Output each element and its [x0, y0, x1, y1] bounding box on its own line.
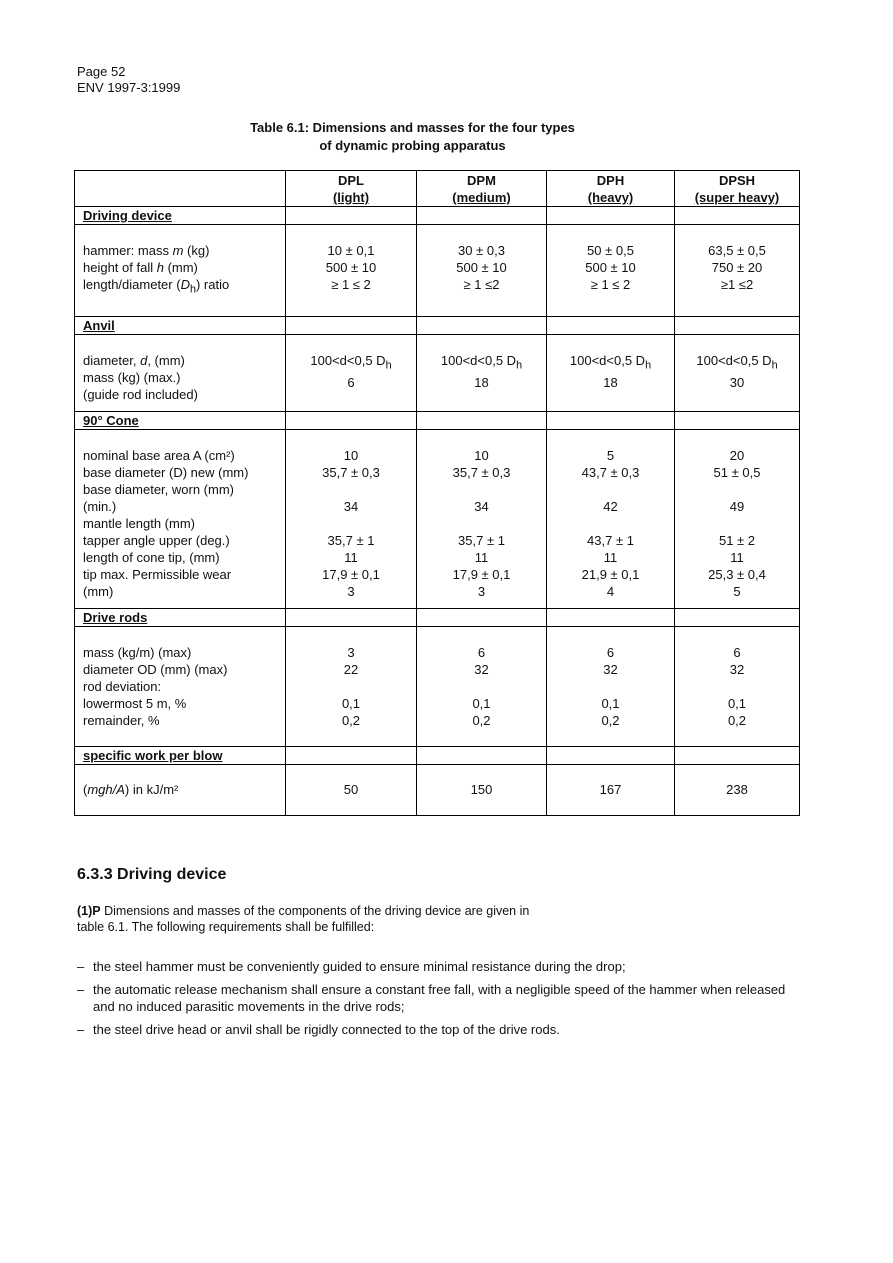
table-caption-line1: Table 6.1: Dimensions and masses for the four types: [250, 120, 575, 135]
anvil-labels: diameter, d, (mm) mass (kg) (max.) (guide rod included): [75, 334, 286, 411]
driving-device-dpl: 10 ± 0,1 500 ± 10 ≥ 1 ≤ 2: [286, 225, 417, 317]
drive-rods-dpl: 3 22 0,1 0,2: [286, 626, 417, 746]
drive-rods-row: [75, 626, 800, 746]
list-item: – the steel hammer must be conveniently guided to ensure minimal resistance during the drop;: [77, 959, 626, 974]
section-heading: 6.3.3 Driving device: [77, 866, 227, 883]
anvil-dpl: 100<d<0,5 $D_h$ 6: [286, 334, 417, 411]
section-row-specific-work: [75, 746, 800, 764]
list-item: – the automatic release mechanism shall ensure a constant free fall, with a negligible speed of the hammer when released and no induced parasitic movements in the drive rods;: [77, 982, 786, 1014]
specific-work-label: (mgh/A) in kJ/m²: [75, 764, 286, 815]
section-title: specific work per blow: [75, 746, 286, 764]
column-header-dpm: DPM (medium): [417, 171, 547, 207]
drive-rods-dpsh: 6 32 0,1 0,2: [675, 626, 800, 746]
cone-row: [75, 429, 800, 608]
standard-id: ENV 1997-3:1999: [77, 80, 181, 95]
driving-device-dph: 50 ± 0,5 500 ± 10 ≥ 1 ≤ 2: [547, 225, 675, 317]
table-caption: [0, 119, 893, 155]
drive-rods-labels: mass (kg/m) (max) diameter OD (mm) (max) rod deviation: lowermost 5 m, % remainder, %: [75, 626, 286, 746]
column-header-dpsh: DPSH (super heavy): [675, 171, 800, 207]
specific-work-dpl: 50: [286, 764, 417, 815]
section-row-anvil: [75, 316, 800, 334]
cone-labels: nominal base area A (cm²) base diameter (D) new (mm) base diameter, worn (mm) (min.) mantle length (mm) tapper angle upper (deg.) length of cone tip, (mm) tip max. Permissible wear (mm): [75, 429, 286, 608]
column-header-dpl: DPL (light): [286, 171, 417, 207]
apparatus-table: [74, 170, 800, 816]
cone-dpsh: 20 51 ± 0,5 49 51 ± 2 11 25,3 ± 0,4 5: [675, 429, 800, 608]
header-blank: [75, 171, 286, 207]
anvil-dpsh: 100<d<0,5 $D_h$ 30: [675, 334, 800, 411]
table-caption-line2: of dynamic probing apparatus: [319, 138, 506, 153]
list-item: – the steel drive head or anvil shall be rigidly connected to the top of the drive rods.: [77, 1022, 560, 1037]
page-number: Page 52: [77, 64, 126, 79]
table-header-row: [75, 171, 800, 207]
section-title: 90° Cone: [75, 411, 286, 429]
cone-dpl: 10 35,7 ± 0,3 34 35,7 ± 1 11 17,9 ± 0,1 3: [286, 429, 417, 608]
section-row-driving-device: [75, 207, 800, 225]
page-header: [77, 64, 180, 96]
requirements-list: [77, 958, 797, 1044]
driving-device-labels: hammer: mass m (kg) height of fall h (mm) length/diameter $(D_h)$ ratio: [75, 225, 286, 317]
column-header-dph: DPH (heavy): [547, 171, 675, 207]
paragraph-marker: (1)P: [77, 904, 101, 918]
anvil-dph: 100<d<0,5 $D_h$ 18: [547, 334, 675, 411]
specific-work-dpm: 150: [417, 764, 547, 815]
section-title: Driving device: [75, 207, 286, 225]
requirement-paragraph: (1)P Dimensions and masses of the components of the driving device are given in table 6.1. The following requirements shall be fulfilled:: [77, 904, 530, 934]
cone-dph: 5 43,7 ± 0,3 42 43,7 ± 1 11 21,9 ± 0,1 4: [547, 429, 675, 608]
section-title: Anvil: [75, 316, 286, 334]
section-row-drive-rods: [75, 608, 800, 626]
drive-rods-dpm: 6 32 0,1 0,2: [417, 626, 547, 746]
section-row-cone: [75, 411, 800, 429]
specific-work-dph: 167: [547, 764, 675, 815]
anvil-row: [75, 334, 800, 411]
drive-rods-dph: 6 32 0,1 0,2: [547, 626, 675, 746]
driving-device-dpsh: 63,5 ± 0,5 750 ± 20 ≥1 ≤2: [675, 225, 800, 317]
driving-device-dpm: 30 ± 0,3 500 ± 10 ≥ 1 ≤2: [417, 225, 547, 317]
section-title: Drive rods: [75, 608, 286, 626]
specific-work-dpsh: 238: [675, 764, 800, 815]
driving-device-row: [75, 225, 800, 317]
specific-work-row: [75, 764, 800, 815]
anvil-dpm: 100<d<0,5 $D_h$ 18: [417, 334, 547, 411]
cone-dpm: 10 35,7 ± 0,3 34 35,7 ± 1 11 17,9 ± 0,1 3: [417, 429, 547, 608]
